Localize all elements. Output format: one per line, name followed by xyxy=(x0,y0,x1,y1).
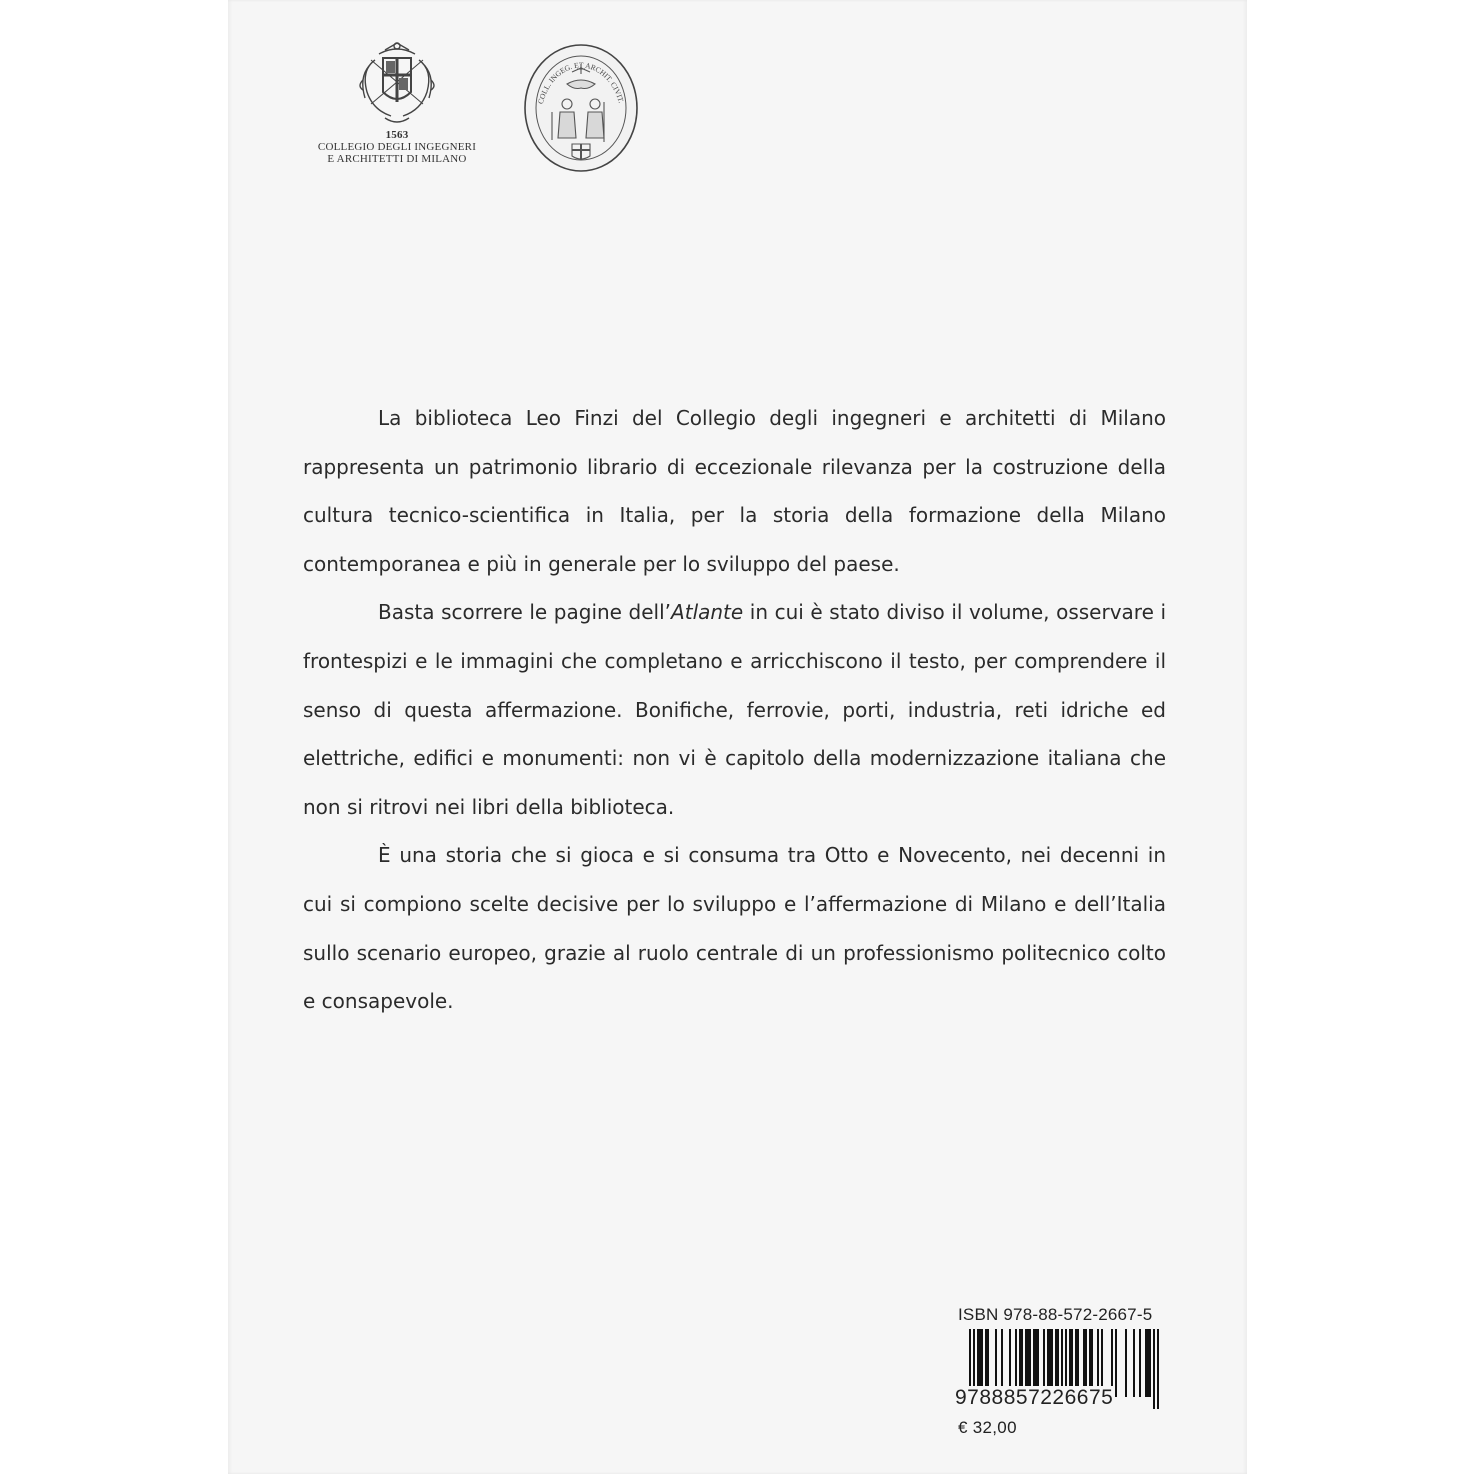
isbn-barcode-block xyxy=(955,1305,1167,1445)
founding-year: 1563 xyxy=(385,129,409,141)
barcode-bar xyxy=(1153,1329,1155,1409)
barcode-bar xyxy=(1147,1329,1149,1397)
barcode-bar xyxy=(1145,1329,1147,1397)
seal-inscription: COLL. INGEG. ET ARCHIT. CIVIT. xyxy=(535,60,626,105)
paragraph-2-end: in cui è stato diviso il volume, osservare i frontespizi e le immagini che completano e arricchiscono il testo, per comprendere il senso di questa affermazione. Bonifiche, ferrovie, porti, industria, reti idriche ed elettriche, edifici e monumenti: non vi è capitolo della modernizzazione italiana che non si ritrovi nei libri della biblioteca. xyxy=(303,600,1167,819)
paragraph-3: È una storia che si gioca e si consuma tra Otto e Novecento, nei decenni in cui si compiono scelte decisive per lo sviluppo e l’affermazione di Milano e dell’Italia sullo scenario europeo, grazie al ruolo centrale di un professionismo politecnico colto e consapevole. xyxy=(303,843,1166,1014)
barcode-bar xyxy=(1125,1329,1127,1397)
collegio-seal xyxy=(522,42,640,174)
barcode-bar xyxy=(1157,1329,1159,1409)
price: € 32,00 xyxy=(958,1418,1017,1437)
collegio-logo xyxy=(312,40,482,175)
logo-text-line-2: E ARCHITETTI DI MILANO xyxy=(327,153,467,165)
barcode-bar xyxy=(1149,1329,1151,1397)
paragraph-2 xyxy=(303,588,1166,831)
isbn-label: ISBN 978-88-572-2667-5 xyxy=(958,1305,1153,1324)
saints-seal-icon xyxy=(522,42,640,174)
coat-of-arms-icon xyxy=(355,40,439,126)
barcode-bar xyxy=(1139,1329,1141,1397)
atlante-title: Atlante xyxy=(671,600,744,625)
paragraph-1: La biblioteca Leo Finzi del Collegio degli ingegneri e architetti di Milano rappresenta un patrimonio librario di eccezionale rilevanza per la costruzione della cultura tecnico-scientifica in Italia, per la storia della formazione della Milano contemporanea e più in generale per lo sviluppo del paese. xyxy=(303,406,1166,576)
barcode-bar xyxy=(1133,1329,1135,1397)
back-cover-text xyxy=(303,394,1166,1026)
logo-text-line-1: COLLEGIO DEGLI INGEGNERI xyxy=(317,141,477,153)
ean-digits: 9788857226675 xyxy=(955,1386,1114,1409)
paragraph-2-start: Basta scorrere le pagine dell’ xyxy=(378,600,672,625)
